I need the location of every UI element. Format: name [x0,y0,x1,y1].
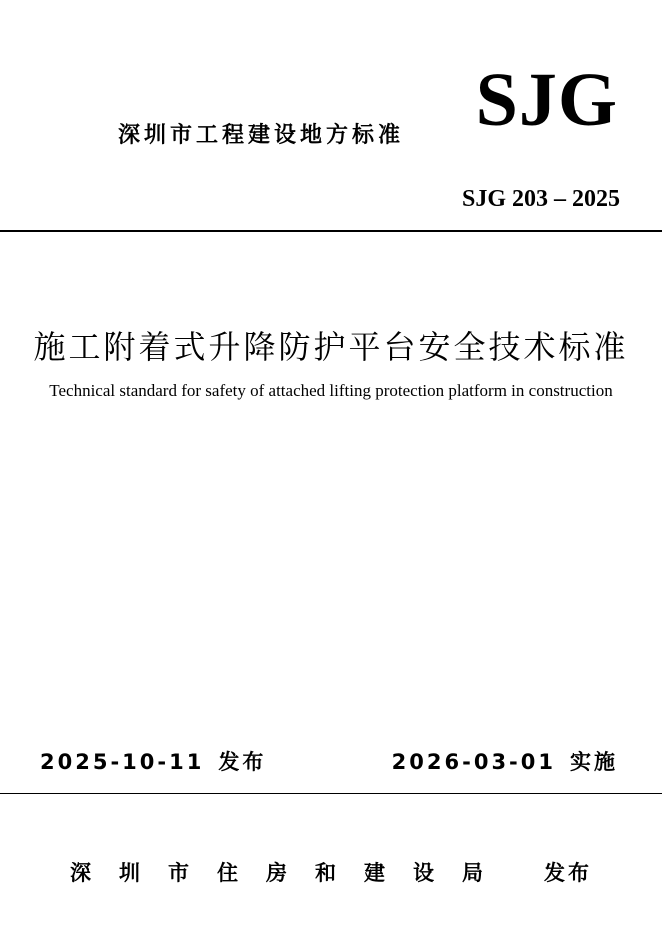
effective-date: 2026-03-01 [391,750,556,774]
effective-label: 实施 [570,750,618,774]
issue-label: 发布 [218,750,267,774]
footer-divider [0,793,662,794]
document-title-english: Technical standard for safety of attached lifting protection platform in construction [49,381,613,400]
publisher-name: 深圳市住房和建设局 [70,861,511,885]
sjg-logo: SJG [475,58,618,142]
standard-number: SJG 203 – 2025 [461,186,620,212]
issue-date: 2025-10-11 [40,750,205,774]
document-title-chinese: 施工附着式升降防护平台安全技术标准 [33,328,629,366]
effective-date-block [392,746,618,776]
publish-label: 发布 [544,861,592,885]
series-title: 深圳市工程建设地方标准 [118,123,405,148]
issue-date-block [40,746,266,776]
header-divider [0,230,662,232]
